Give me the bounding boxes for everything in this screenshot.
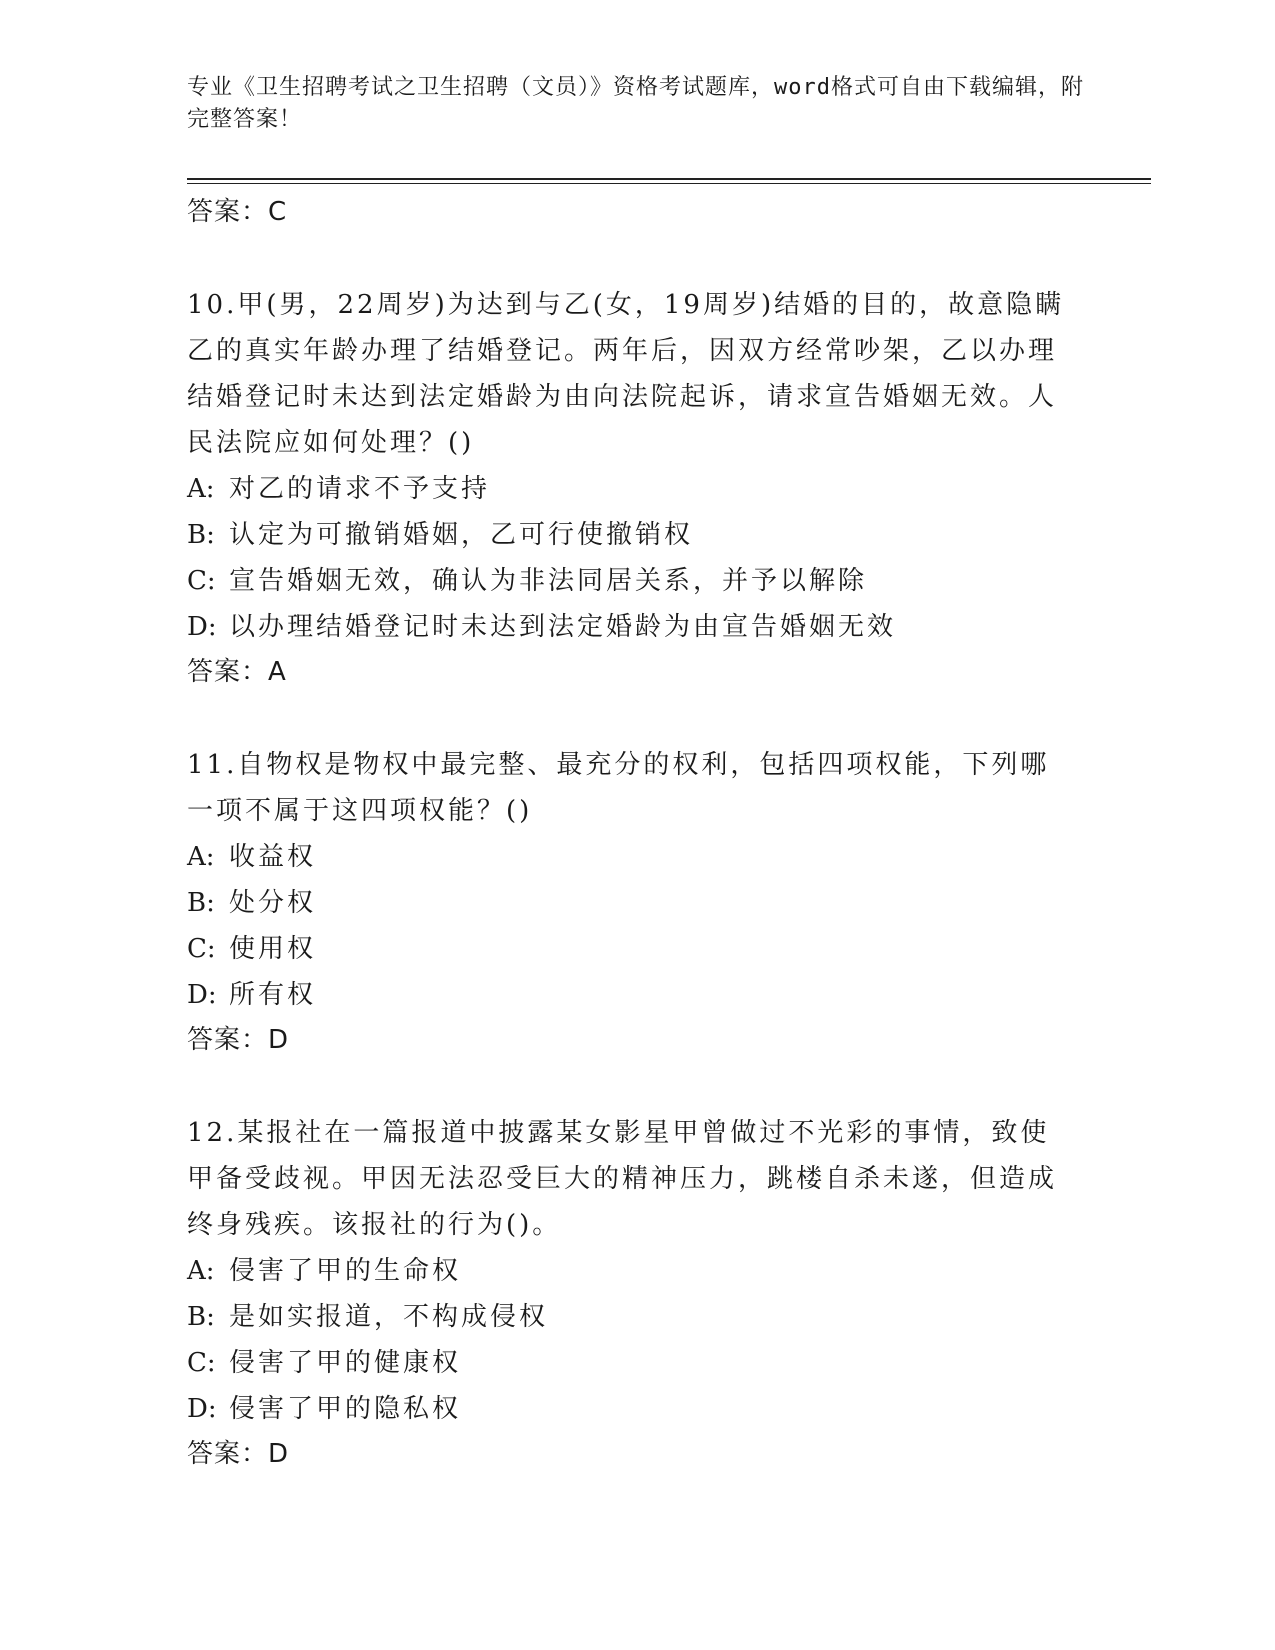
option-text: 对乙的请求不予支持: [229, 474, 491, 504]
option-text: 侵害了甲的隐私权: [229, 1394, 462, 1424]
question-stem: 自物权是物权中最完整、最充分的权利，包括四项权能，下列哪一项不属于这四项权能？(): [187, 750, 1050, 826]
answer-line: [187, 1018, 1077, 1062]
question-number: 12.: [187, 1118, 238, 1148]
answer-value: C: [268, 197, 288, 227]
question-stem: 甲(男，22周岁)为达到与乙(女，19周岁)结婚的目的，故意隐瞒乙的真实年龄办理了结婚登记。两年后，因双方经常吵架，乙以办理结婚登记时未达到法定婚龄为由向法院起诉，请求宣告婚姻无效。人民法院应如何处理？(): [187, 290, 1065, 458]
header-rule-thin: [187, 183, 1151, 184]
answer-value: D: [268, 1025, 290, 1055]
question-number: 11.: [187, 750, 238, 780]
option-key: D:: [187, 612, 217, 642]
option-c: [187, 558, 1077, 604]
option-key: B:: [187, 888, 215, 918]
answer-label: 答案：: [187, 1439, 269, 1469]
option-key: C:: [187, 934, 216, 964]
question-stem: 某报社在一篇报道中披露某女影星甲曾做过不光彩的事情，致使甲备受歧视。甲因无法忍受巨大的精神压力，跳楼自杀未遂，但造成终身残疾。该报社的行为()。: [187, 1118, 1058, 1240]
document-body: [187, 190, 1077, 1476]
option-key: A:: [187, 1256, 215, 1286]
question-text: [187, 282, 1077, 466]
option-key: A:: [187, 474, 215, 504]
option-d: [187, 1386, 1077, 1432]
option-key: D:: [187, 980, 217, 1010]
question-10: [187, 282, 1077, 694]
option-b: [187, 1294, 1077, 1340]
header-rule-thick: [187, 178, 1151, 180]
question-11: [187, 742, 1077, 1062]
answer-label: 答案：: [187, 657, 269, 687]
option-a: [187, 1248, 1077, 1294]
option-text: 收益权: [229, 842, 317, 872]
option-key: C:: [187, 566, 216, 596]
option-d: [187, 972, 1077, 1018]
option-a: [187, 834, 1077, 880]
answer-line: [187, 190, 1077, 234]
option-a: [187, 466, 1077, 512]
option-text: 使用权: [229, 934, 317, 964]
answer-label: 答案：: [187, 197, 269, 227]
option-text: 以办理结婚登记时未达到法定婚龄为由宣告婚姻无效: [229, 612, 897, 642]
question-12: [187, 1110, 1077, 1476]
option-key: B:: [187, 520, 215, 550]
option-text: 处分权: [229, 888, 317, 918]
question-text: [187, 1110, 1077, 1248]
option-key: A:: [187, 842, 215, 872]
option-key: C:: [187, 1348, 216, 1378]
option-b: [187, 512, 1077, 558]
answer-line: [187, 650, 1077, 694]
answer-value: D: [268, 1439, 290, 1469]
option-text: 侵害了甲的健康权: [229, 1348, 462, 1378]
option-key: B:: [187, 1302, 215, 1332]
option-b: [187, 880, 1077, 926]
answer-line: [187, 1432, 1077, 1476]
option-key: D:: [187, 1394, 217, 1424]
answer-label: 答案：: [187, 1025, 269, 1055]
option-text: 侵害了甲的生命权: [229, 1256, 462, 1286]
option-d: [187, 604, 1077, 650]
option-text: 宣告婚姻无效，确认为非法同居关系，并予以解除: [229, 566, 868, 596]
question-number: 10.: [187, 290, 238, 320]
answer-value: A: [268, 657, 287, 687]
question-text: [187, 742, 1077, 834]
document-header: 专业《卫生招聘考试之卫生招聘（文员）》资格考试题库，word格式可自由下载编辑，附完整答案！: [187, 75, 1084, 132]
option-text: 认定为可撤销婚姻，乙可行使撤销权: [229, 520, 694, 550]
option-c: [187, 926, 1077, 972]
option-text: 是如实报道，不构成侵权: [229, 1302, 549, 1332]
option-text: 所有权: [229, 980, 317, 1010]
option-c: [187, 1340, 1077, 1386]
